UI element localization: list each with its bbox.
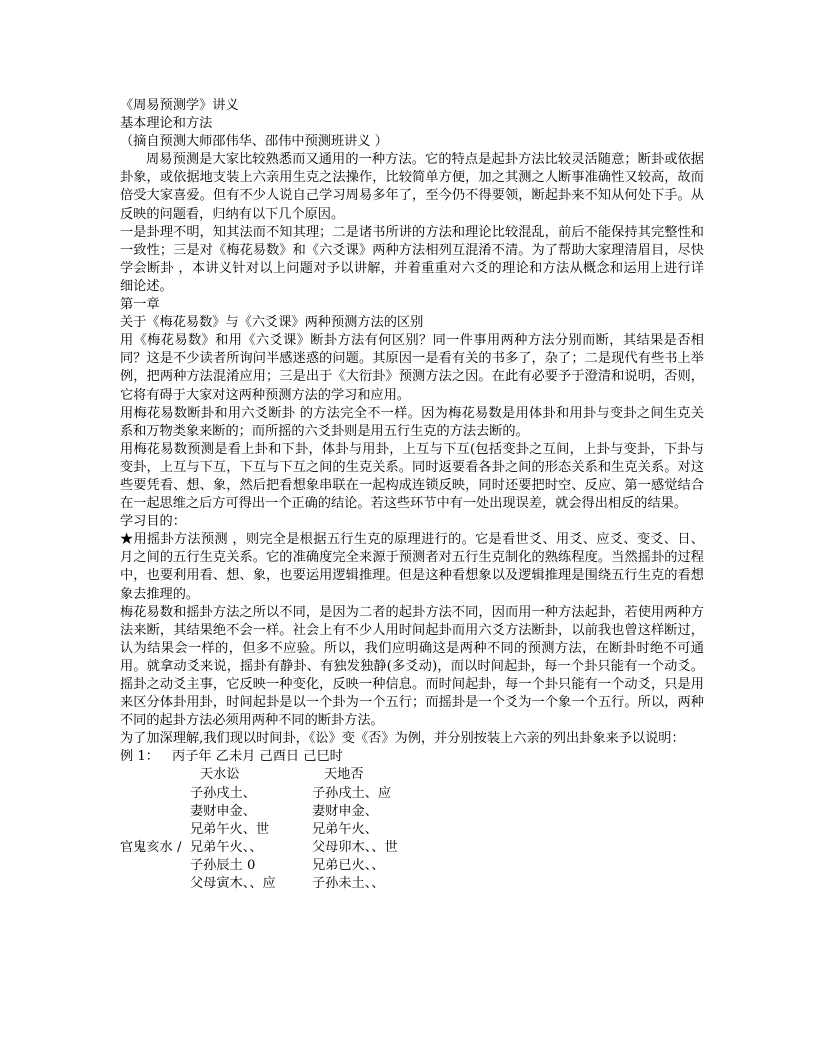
paragraph-5: 梅花易数和摇卦方法之所以不同，是因为二者的起卦方法不同，因而用一种方法起卦，若使用两种方法来断，其结果绝不会一样。社会上有不少人用时间起卦而用六爻方法断卦，以前我也曾这样断过，认为结果会一样的，但多不应验。所以，我们应明确这是两种不同的预测方法，在断卦时绝不可通用。就拿动爻来说，摇卦有静卦、有独发独静(多爻动)，而以时间起卦，每一个卦只能有一个动爻。摇卦之动爻主事，它反映一种变化，反映一种信息。而时间起卦，每一个卦只能有一个动爻，只是用来区分体卦用卦，时间起卦是以一个卦为一个五行；而摇卦是一个爻为一个象一个五行。所以，两种不同的起卦方法必须用两种不同的断卦方法。 (120, 604, 704, 729)
gua-names-row (120, 766, 704, 784)
hexagram-b-line: 妻财申金、 (312, 803, 378, 819)
paragraph-4: ★用摇卦方法预测 ，则完全是根据五行生克的原理进行的。它是看世爻、用爻、应爻、变爻、日、月之间的五行生克关系。它的准确度完全来源于预测者对五行生克制化的熟练程度。当然摇卦的过程中，也要利用看、想、象，也要运用逻辑推理。但是这种看想象以及逻辑推理是围绕五行生克的看想象去推理的。 (120, 532, 704, 602)
document-page (120, 97, 704, 893)
hexagram-a-line: 妻财申金、 (190, 803, 256, 819)
hexagram-b-line: 子孙戌土、应 (312, 785, 392, 801)
paragraph-2: 用梅花易数断卦和用六爻断卦 的方法完全不一样。因为梅花易数是用体卦和用卦与变卦之间生克关系和万物类象来断的；而所摇的六爻卦则是用五行生克的方法去断的。 (120, 405, 704, 439)
paragraph-6: 为了加深理解,我们现以时间卦，《讼》变《否》为例，并分别按装上六亲的列出卦象来予以说明： (120, 731, 685, 747)
hexagram-line (120, 803, 704, 821)
paragraph-1: 用《梅花易数》和用《六爻课》断卦方法有何区别？同一件事用两种方法分别而断，其结果是否相同？这是不少读者所询问半感迷惑的问题。其原因一是看有关的书多了，杂了；二是现代有些书上举例，把两种方法混淆应用；三是出于《大衍卦》预测方法之因。在此有必要予于澄清和说明，否则，它将有碍于大家对这两种预测方法的学习和应用。 (120, 333, 704, 403)
chapter-heading: 第一章 (120, 297, 160, 313)
hexagram-b-line: 子孙未土、、 (312, 876, 385, 892)
hexagram-line (120, 785, 704, 803)
hexagram-b-line: 兄弟已火、、 (312, 857, 385, 873)
hexagram-a-line: 子孙辰土 0 (190, 857, 256, 873)
hexagram-a-line: 兄弟午火、、 (190, 839, 263, 855)
hexagram-line (120, 821, 704, 839)
causes-paragraph: 一是卦理不明，知其法而不知其理；二是诸书所讲的方法和理论比较混乱，前后不能保持其完整性和一致性；三是对《梅花易数》和《六爻课》两种方法相列互混淆不清。为了帮助大家理清眉目，尽快学会断卦 ，本讲义针对以上问题对予以讲解，并着重重对六爻的理论和方法从概念和运用上进行详细论述。 (120, 224, 704, 294)
example-date: 丙子年 乙未月 己酉日 己巳时 (172, 749, 343, 765)
hexagram-line (120, 875, 704, 893)
document-subtitle: 基本理论和方法 (120, 116, 213, 132)
gua-b-name: 天地否 (324, 767, 364, 783)
example-header (120, 748, 704, 766)
hexagram-line (120, 857, 704, 875)
hexagram-left-note: 官鬼亥水 / (120, 839, 182, 855)
chapter-title: 关于《梅花易数》与《六爻课》两种预测方法的区别 (120, 315, 424, 331)
gua-a-name: 天水讼 (200, 767, 240, 783)
document-source: （摘自预测大师邵伟华、邵伟中预测班讲义 ） (120, 134, 388, 150)
hexagram-b-line: 父母卯木、、世 (312, 839, 398, 855)
hexagram-line (120, 839, 704, 857)
document-title: 《周易预测学》讲义 (120, 98, 239, 113)
hexagram-a-line: 父母寅木、、应 (190, 876, 276, 892)
purpose-label: 学习目的： (120, 514, 186, 530)
hexagram-a-line: 兄弟午火、世 (190, 821, 270, 837)
example-label: 例 1： (120, 749, 159, 765)
hexagram-b-line: 兄弟午火、 (312, 821, 378, 837)
paragraph-3: 用梅花易数预测是看上卦和下卦，体卦与用卦，上互与下互(包括变卦之互间，上卦与变卦，下卦与变卦，上互与下互，下互与下互之间的生克关系。同时返要看各卦之间的形态关系和生克关系。对这些要凭看、想、象，然后把看想象串联在一起构成连锁反映，同时还要把时空、反应、第一感觉结合在一起思维之后方可得出一个正确的结论。若这些环节中有一处出现误差，就会得出相反的结果。 (120, 441, 704, 512)
intro-paragraph: 周易预测是大家比较熟悉而又通用的一种方法。它的特点是起卦方法比较灵活随意；断卦或依据卦象，或依据地支装上六亲用生克之法操作，比较简单方便，加之其测之人断事准确性又较高，故而倍受大家喜爱。但有不少人说自己学习周易多年了，至今仍不得要领，断起卦来不知从何处下手。从反映的问题看，归纳有以下几个原因。 (120, 152, 704, 222)
hexagram-a-line: 子孙戌土、 (190, 785, 256, 801)
